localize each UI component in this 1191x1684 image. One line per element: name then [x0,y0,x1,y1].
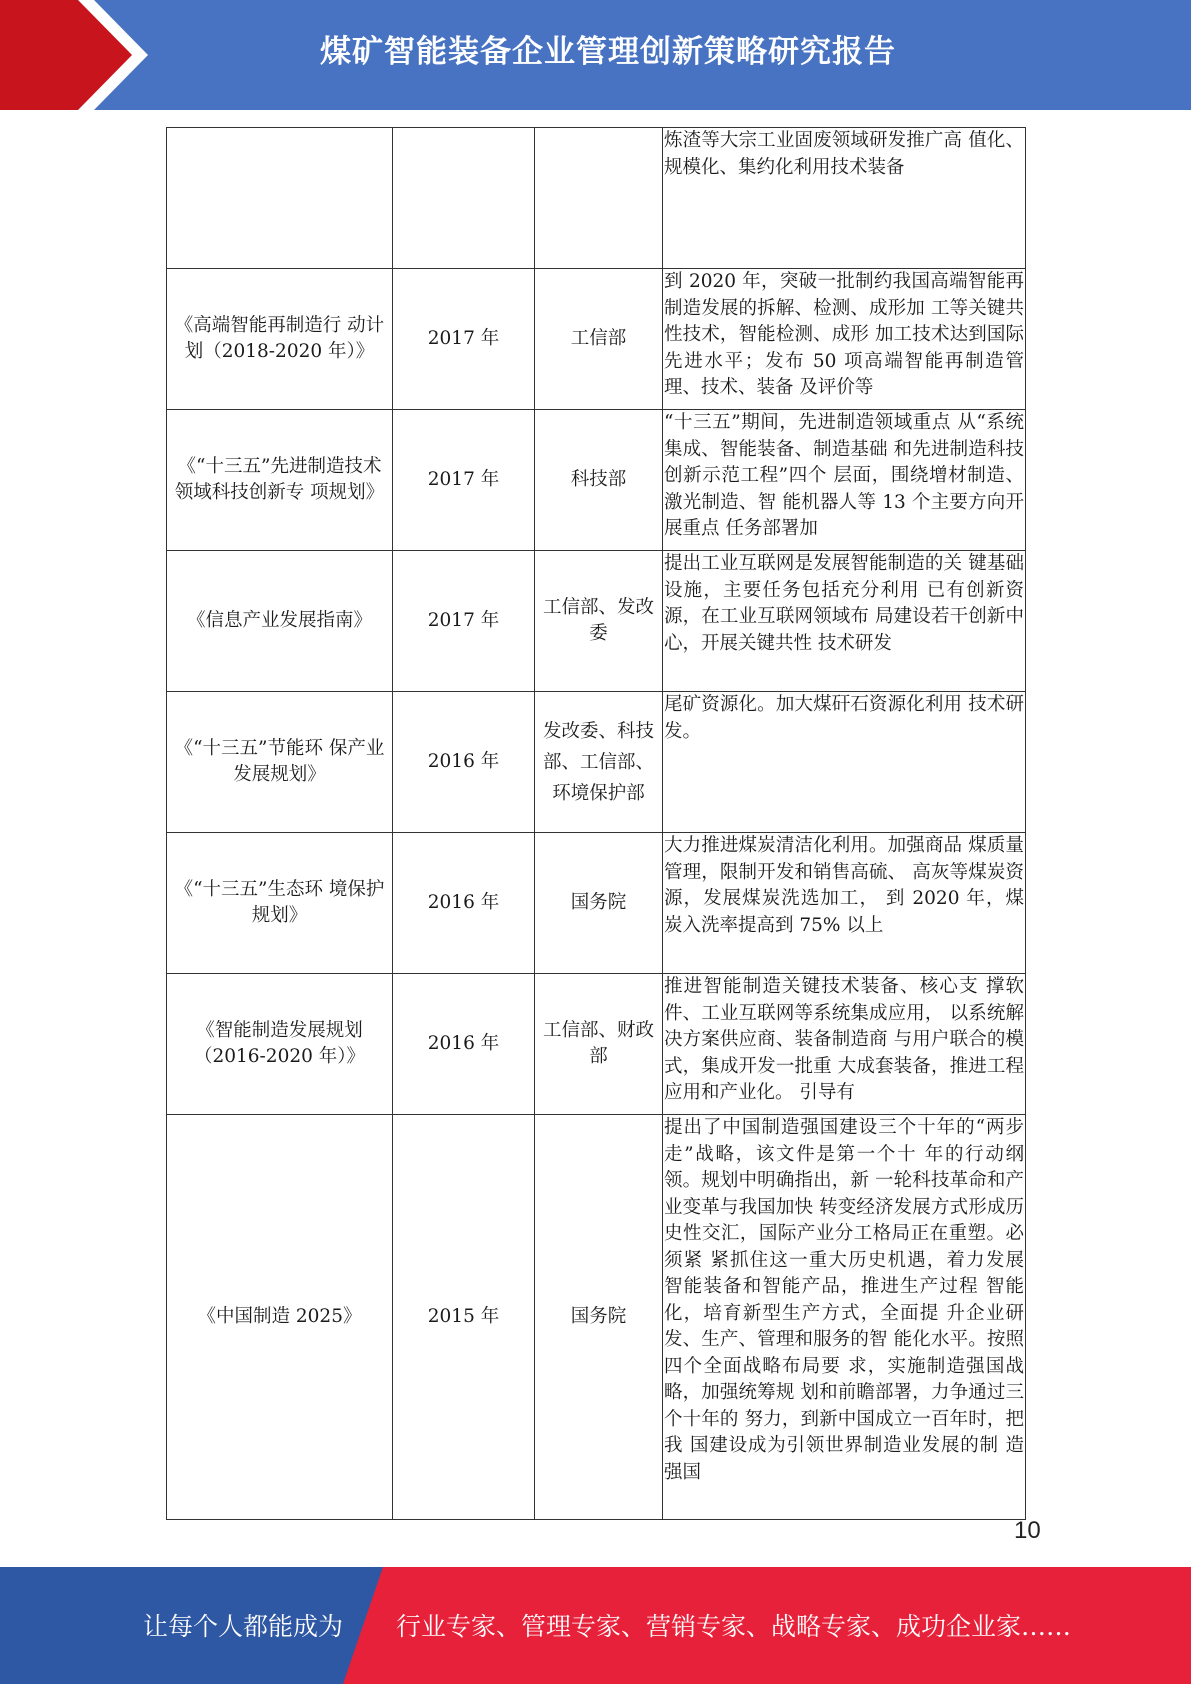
policy-name-cell: 《“十三五”先进制造技术领域科技创新专 项规划》 [167,410,393,551]
policy-dept-cell: 科技部 [535,410,663,551]
policy-dept-cell: 工信部、发改委 [535,551,663,692]
policy-desc-text: 提出工业互联网是发展智能制造的关 键基础设施，主要任务包括充分利用 已有创新资源，在工业互联网领域布 局建设若干创新中心，开展关键共性 技术研发 [664,553,1024,654]
policy-year-cell [393,128,535,269]
policy-desc-cell [663,410,1026,551]
policy-desc-cell [663,974,1026,1115]
page-number: 10 [1014,1517,1041,1544]
policy-name-cell: 《信息产业发展指南》 [167,551,393,692]
table-row [167,833,1026,974]
page-header [0,0,1191,110]
policy-desc-text: 到 2020 年，突破一批制约我国高端智能再制造发展的拆解、检测、成形加 工等关键共性技术，智能检测、成形 加工技术达到国际先进水平；发布 50 项高端智能再制造管理、技术、装备 及评价等 [664,271,1024,398]
policy-desc-text: 尾矿资源化。加大煤矸石资源化利用 技术研发。 [664,694,1024,742]
table-row [167,692,1026,833]
table-row [167,128,1026,269]
policy-year-cell: 2015 年 [393,1115,535,1520]
footer-slogan-right: 行业专家、管理专家、营销专家、战略专家、成功企业家…… [396,1612,1072,1641]
footer-slogan-left: 让每个人都能成为 [143,1612,344,1641]
policy-year-cell: 2017 年 [393,551,535,692]
policy-desc-text: 炼渣等大宗工业固废领域研发推广高 值化、规模化、集约化利用技术装备 [664,130,1024,178]
policy-desc-text: 推进智能制造关键技术装备、核心支 撑软件、工业互联网等系统集成应用， 以系统解决方案供应商、装备制造商 与用户联合的模式，集成开发一批重 大成套装备，推进工程应用和产业化。 引导有 [664,976,1024,1103]
policy-desc-cell [663,551,1026,692]
policy-name-cell: 《高端智能再制造行 动计划（2018-2020 年）》 [167,269,393,410]
policy-desc-cell [663,692,1026,833]
policy-dept-cell: 发改委、科技部、工信部、环境保护部 [535,692,663,833]
policy-year-cell: 2017 年 [393,269,535,410]
document-title: 煤矿智能装备企业管理创新策略研究报告 [320,34,896,70]
policy-desc-cell [663,1115,1026,1520]
policy-year-cell: 2016 年 [393,692,535,833]
policy-dept-cell: 工信部、财政部 [535,974,663,1115]
policy-name-cell: 《“十三五”生态环 境保护规划》 [167,833,393,974]
policy-year-cell: 2016 年 [393,833,535,974]
policy-name-cell [167,128,393,269]
policy-name-cell: 《中国制造 2025》 [167,1115,393,1520]
table-row [167,1115,1026,1520]
policy-table [166,127,1026,1520]
table-row [167,269,1026,410]
policy-desc-cell [663,128,1026,269]
table-row [167,551,1026,692]
policy-dept-cell [535,128,663,269]
policy-desc-text: 提出了中国制造强国建设三个十年的“两步走”战略，该文件是第一个十 年的行动纲领。规划中明确指出，新 一轮科技革命和产业变革与我国加快 转变经济发展方式形成历史性交汇，国际产业分工格局正在重塑。必须紧 紧抓住这一重大历史机遇，着力发展 智能装备和智能产品，推进生产过程 智能化，培育新型生产方式，全面提 升企业研发、生产、管理和服务的智 能化水平。按照四个全面战略布局要 求，实施制造强国战略，加强统筹规 划和前瞻部署，力争通过三个十年的 努力，到新中国成立一百年时，把我 国建设成为引领世界制造业发展的制 造强国 [664,1117,1024,1483]
table-row [167,410,1026,551]
policy-desc-cell [663,833,1026,974]
policy-dept-cell: 国务院 [535,1115,663,1520]
policy-name-cell: 《智能制造发展规划（2016-2020 年）》 [167,974,393,1115]
policy-desc-text: 大力推进煤炭清洁化利用。加强商品 煤质量管理，限制开发和销售高硫、 高灰等煤炭资源，发展煤炭洗选加工， 到 2020 年，煤炭入洗率提高到 75% 以上 [664,835,1024,936]
page-footer [0,1567,1191,1684]
policy-dept-cell: 国务院 [535,833,663,974]
policy-year-cell: 2017 年 [393,410,535,551]
policy-name-cell: 《“十三五”节能环 保产业发展规划》 [167,692,393,833]
table-row [167,974,1026,1115]
policy-desc-cell [663,269,1026,410]
header-arrow-decoration [0,0,160,110]
policy-year-cell: 2016 年 [393,974,535,1115]
policy-dept-cell: 工信部 [535,269,663,410]
policy-desc-text: “十三五”期间，先进制造领域重点 从“系统集成、智能装备、制造基础 和先进制造科技创新示范工程”四个 层面，围绕增材制造、激光制造、智 能机器人等 13 个主要方向开展重点 任务部署加 [664,412,1024,539]
